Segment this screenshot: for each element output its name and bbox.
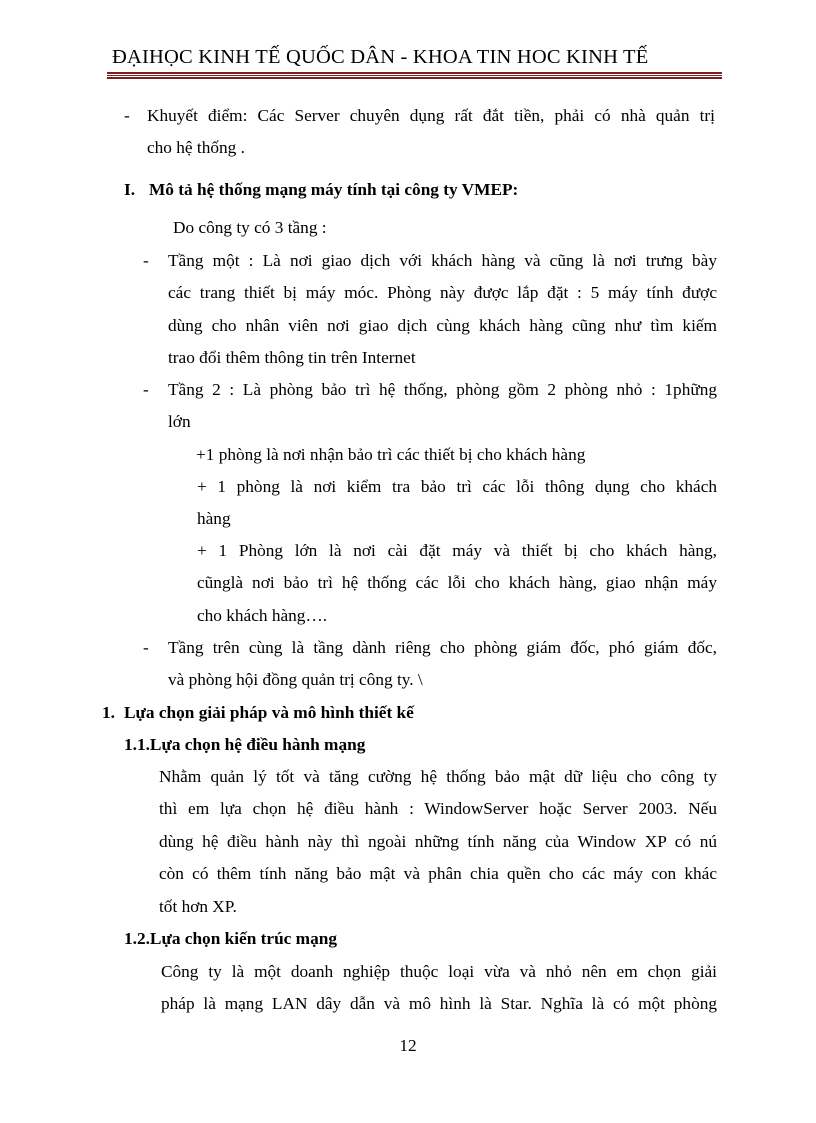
bullet-paragraph [168, 245, 717, 375]
paragraph [159, 761, 717, 923]
sub-item: +1 phòng là nơi nhận bảo trì các thiết bị cho khách hàng [196, 445, 586, 464]
text-line: lớn [168, 412, 191, 432]
text-line: Nhằm quản lý tốt và tăng cường hệ thống bảo mật dữ liệu cho công ty [159, 767, 717, 786]
subsection-heading: 1.1.Lựa chọn hệ điều hành mạng [124, 735, 366, 754]
text-line: dùng hệ điều hành này thì ngoài những tính năng của Window XP có nú [159, 831, 717, 851]
header-rule [107, 72, 722, 74]
intro-line: Do công ty có 3 tầng : [173, 218, 327, 237]
header-rule [107, 75, 722, 76]
text-line: các trang thiết bị máy móc. Phòng này được lắp đặt : 5 máy tính được [168, 283, 717, 303]
text-line: hàng [197, 509, 231, 529]
text-line: pháp là mạng LAN dây dẫn và mô hình là Star. Nghĩa là có một phòng [161, 994, 717, 1014]
sub-item [197, 471, 717, 536]
text-line: Công ty là một doanh nghiệp thuộc loại vừa và nhỏ nên em chọn giải [161, 962, 717, 981]
page-number: 12 [399, 1036, 417, 1055]
section-number: 1. [102, 703, 115, 722]
text-line: và phòng hội đồng quản trị công ty. \ [168, 670, 423, 690]
bullet-marker: - [143, 251, 149, 270]
text-line: Khuyết điểm: Các Server chuyên dụng rất đắt tiền, phải có nhà quản trị [147, 106, 715, 125]
text-line: Tầng trên cùng là tầng dành riêng cho phòng giám đốc, phó giám đốc, [168, 638, 717, 657]
section-heading: Mô tả hệ thống mạng máy tính tại công ty VMEP: [149, 180, 519, 199]
bullet-paragraph [168, 374, 717, 439]
bullet-paragraph [168, 632, 717, 697]
subsection-heading: 1.2.Lựa chọn kiến trúc mạng [124, 929, 337, 948]
text-line: trao đổi thêm thông tin trên Internet [168, 348, 416, 368]
section-heading: Lựa chọn giải pháp và mô hình thiết kế [124, 703, 414, 722]
text-line: còn có thêm tính năng bảo mật và phân chia quền cho các máy con khác [159, 864, 717, 884]
text-line: Tầng 2 : Là phòng bảo trì hệ thống, phòng gồm 2 phòng nhỏ : 1phững [168, 380, 717, 399]
paragraph [161, 956, 717, 1021]
bullet-marker: - [143, 380, 149, 399]
bullet-paragraph [147, 100, 715, 165]
text-line: dùng cho nhân viên nơi giao dịch cùng khách hàng cũng như tìm kiếm [168, 315, 717, 335]
text-line: Tầng một : Là nơi giao dịch với khách hàng và cũng là nơi trưng bày [168, 251, 717, 270]
text-line: cho khách hàng…. [197, 605, 328, 625]
text-line: cũnglà nơi bảo trì hệ thống các lỗi cho khách hàng, giao nhận máy [197, 573, 717, 593]
header-rule [107, 77, 722, 79]
bullet-marker: - [124, 106, 130, 125]
bullet-marker: - [143, 638, 149, 657]
text-line: tốt hơn XP. [159, 896, 237, 916]
sub-item [197, 535, 717, 632]
text-line: + 1 Phòng lớn là nơi cài đặt máy và thiết bị cho khách hàng, [197, 541, 717, 560]
section-number: I. [124, 180, 136, 199]
page-header-title: ĐẠIHỌC KINH TẾ QUỐC DÂN - KHOA TIN HOC KINH TẾ [112, 46, 649, 68]
text-line: cho hệ thống . [147, 138, 245, 158]
text-line: + 1 phòng là nơi kiểm tra bảo trì các lỗi thông dụng cho khách [197, 477, 717, 496]
text-line: thì em lựa chọn hệ điều hành : WindowServer hoặc Server 2003. Nếu [159, 799, 717, 819]
